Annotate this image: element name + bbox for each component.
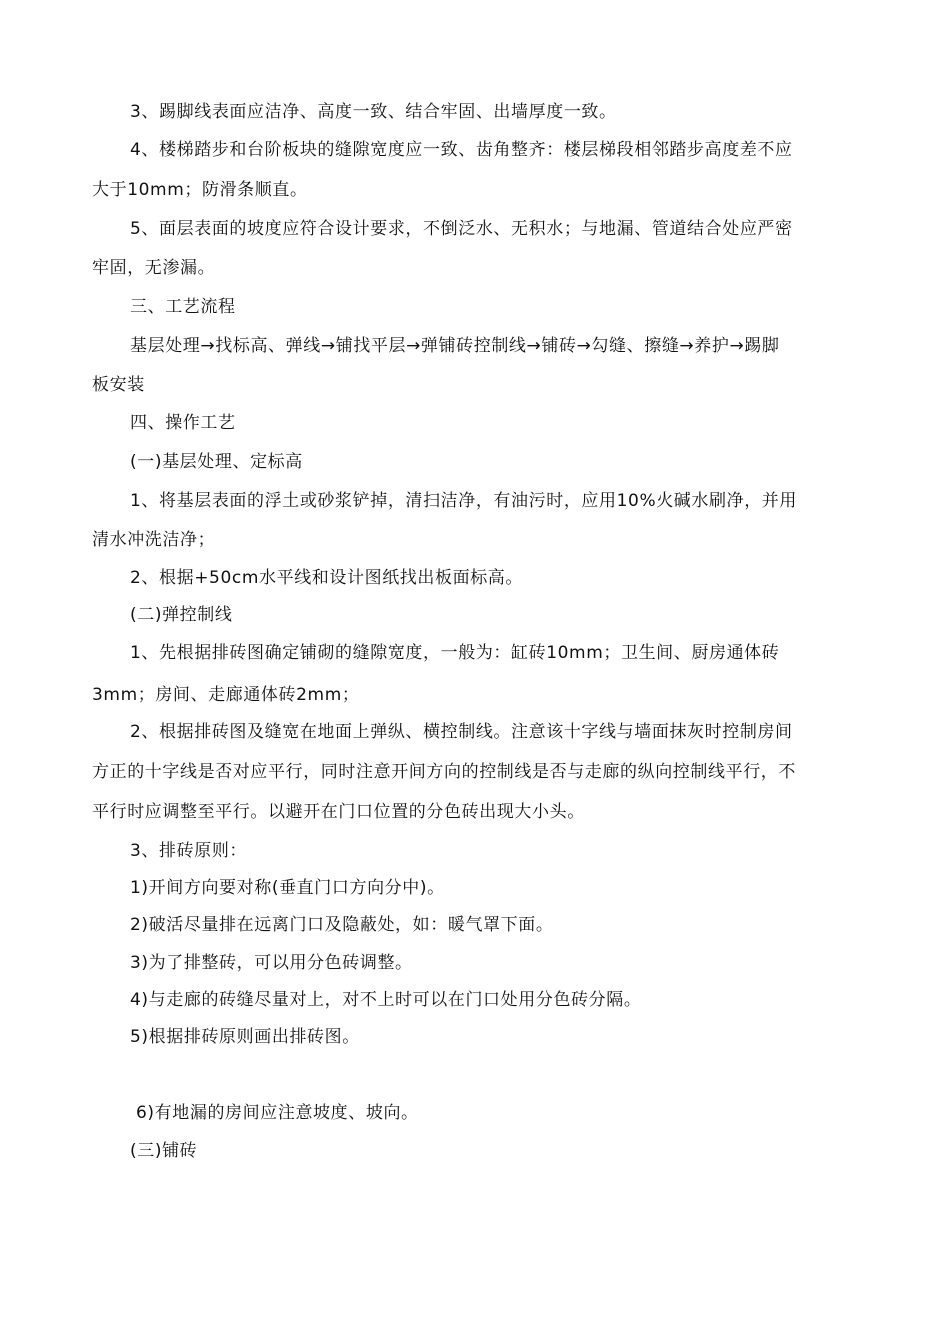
text-line: 牢固，无渗漏。 bbox=[92, 258, 216, 278]
text-line: 4、楼梯踏步和台阶板块的缝隙宽度应一致、齿角整齐：楼层梯段相邻踏步高度差不应 bbox=[130, 140, 793, 160]
list-item: 1)开间方向要对称(垂直门口方向分中)。 bbox=[130, 878, 445, 898]
text-line: 3mm；房间、走廊通体砖2mm； bbox=[92, 685, 360, 705]
text-line: 3、踢脚线表面应洁净、高度一致、结合牢固、出墙厚度一致。 bbox=[130, 102, 617, 122]
text-line: 1、将基层表面的浮土或砂浆铲掉，清扫洁净，有油污时，应用10%火碱水刷净，并用 bbox=[130, 491, 797, 511]
subsection-heading: (一)基层处理、定标高 bbox=[130, 452, 303, 472]
text-line: 方正的十字线是否对应平行，同时注意开间方向的控制线是否与走廊的纵向控制线平行，不 bbox=[92, 762, 796, 782]
text-line: 基层处理→找标高、弹线→铺找平层→弹铺砖控制线→铺砖→勾缝、擦缝→养护→踢脚 bbox=[130, 336, 780, 356]
section-heading: 四、操作工艺 bbox=[130, 413, 236, 433]
text-line: 板安装 bbox=[92, 375, 145, 395]
text-line: 2、根据排砖图及缝宽在地面上弹纵、横控制线。注意该十字线与墙面抹灰时控制房间 bbox=[130, 722, 793, 742]
list-item: 6)有地漏的房间应注意坡度、坡向。 bbox=[136, 1103, 419, 1123]
text-line: 2、根据+50cm水平线和设计图纸找出板面标高。 bbox=[130, 568, 523, 588]
text-line: 平行时应调整至平行。以避开在门口位置的分色砖出现大小头。 bbox=[92, 802, 585, 822]
text-line: 3、排砖原则： bbox=[130, 841, 248, 861]
list-item: 3)为了排整砖，可以用分色砖调整。 bbox=[130, 953, 413, 973]
list-item: 4)与走廊的砖缝尽量对上，对不上时可以在门口处用分色砖分隔。 bbox=[130, 990, 642, 1010]
section-heading: 三、工艺流程 bbox=[130, 297, 236, 317]
text-line: 大于10mm；防滑条顺直。 bbox=[92, 180, 308, 200]
text-line: 清水冲洗洁净； bbox=[92, 530, 216, 550]
subsection-heading: (二)弹控制线 bbox=[130, 605, 233, 625]
list-item: 2)破活尽量排在远离门口及隐蔽处，如：暖气罩下面。 bbox=[130, 915, 554, 935]
subsection-heading: (三)铺砖 bbox=[130, 1141, 198, 1161]
list-item: 5)根据排砖原则画出排砖图。 bbox=[130, 1027, 360, 1047]
text-line: 5、面层表面的坡度应符合设计要求，不倒泛水、无积水；与地漏、管道结合处应严密 bbox=[130, 219, 793, 239]
text-line: 1、先根据排砖图确定铺砌的缝隙宽度，一般为：缸砖10mm；卫生间、厨房通体砖 bbox=[130, 643, 780, 663]
